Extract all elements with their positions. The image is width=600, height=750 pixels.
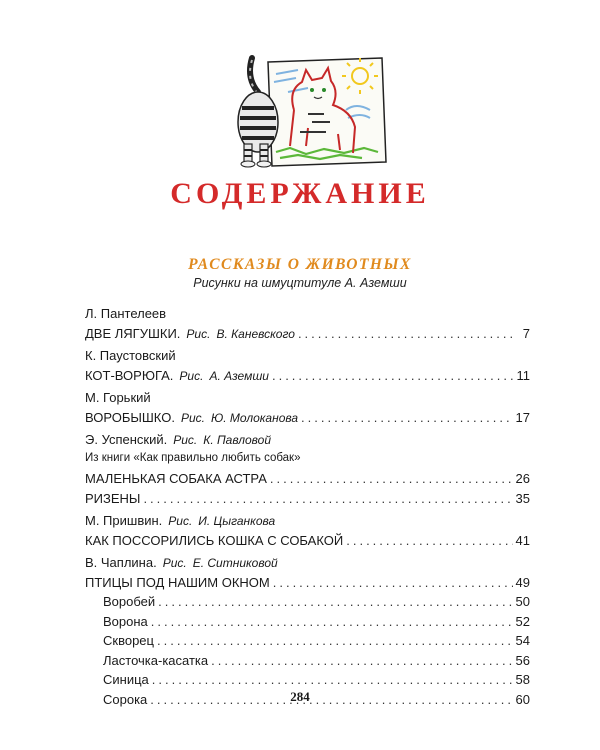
- entry-title: КАК ПОССОРИЛИСЬ КОШКА С СОБАКОЙ: [85, 532, 344, 548]
- dot-leader: [270, 471, 513, 486]
- toc-entry[interactable]: [85, 326, 530, 346]
- page-number-ref: 56: [515, 652, 530, 668]
- page-number: 284: [290, 689, 310, 704]
- dot-leader: [151, 614, 513, 629]
- entry-title: ВОРОБЫШКО.: [85, 409, 175, 425]
- page-number-ref: 49: [515, 574, 530, 590]
- page-number-ref: 35: [515, 490, 530, 506]
- dot-leader: [152, 672, 513, 687]
- section-subtitle: Рисунки на шмуцтитуле А. Аземши: [193, 276, 407, 290]
- illustrator-credit: Рис. И. Цыганкова: [168, 514, 276, 528]
- page-number-ref: 7: [522, 325, 530, 341]
- dot-leader: [346, 533, 512, 548]
- entry-title: КОТ-ВОРЮГА.: [85, 367, 174, 383]
- page-number-ref: 41: [515, 532, 530, 548]
- toc-entry[interactable]: [85, 491, 530, 511]
- author-name: М. Горький: [85, 390, 151, 405]
- illustrator-credit: Рис. А. Аземши: [179, 368, 269, 383]
- toc-author: [85, 432, 530, 452]
- page-number-ref: 50: [515, 594, 530, 609]
- table-of-contents: [85, 306, 530, 711]
- dot-leader: [157, 633, 513, 648]
- page-number-ref: 11: [516, 367, 530, 383]
- page-number-ref: 26: [515, 471, 530, 486]
- page-number-ref: 60: [515, 691, 530, 707]
- toc-entry[interactable]: [85, 575, 530, 595]
- author-name: К. Паустовский: [85, 348, 176, 363]
- page-number-ref: 58: [515, 672, 530, 687]
- entry-title: Ворона: [103, 613, 148, 629]
- dot-leader: [158, 594, 512, 609]
- toc-subentry[interactable]: [85, 633, 530, 653]
- toc-author: [85, 513, 530, 533]
- page-number-ref: 54: [515, 633, 530, 648]
- toc-author: [85, 390, 530, 410]
- page-number-ref: 52: [515, 613, 530, 629]
- toc-subentry[interactable]: [85, 614, 530, 634]
- entry-title: Скворец: [103, 633, 154, 648]
- dot-leader: [298, 326, 513, 341]
- illustrator-credit: Рис. В. Каневского: [186, 326, 295, 341]
- toc-author: [85, 306, 530, 326]
- illustrator-credit: Рис. Ю. Молоканова: [180, 410, 299, 425]
- author-name: М. Пришвин.: [85, 513, 163, 528]
- toc-author: [85, 348, 530, 368]
- toc-entry[interactable]: [85, 410, 530, 430]
- toc-subentry[interactable]: [85, 594, 530, 614]
- entry-title: РИЗЕНЫ: [85, 490, 141, 506]
- toc-subentry[interactable]: [85, 653, 530, 673]
- author-name: Л. Пантелеев: [85, 306, 167, 321]
- entry-title: Ласточка-касатка: [103, 652, 209, 668]
- toc-author: [85, 555, 530, 575]
- dot-leader: [211, 653, 512, 668]
- dot-leader: [273, 575, 513, 590]
- entry-title: Воробей: [103, 594, 156, 609]
- toc-entry[interactable]: [85, 368, 530, 388]
- toc-entry[interactable]: [85, 533, 530, 553]
- page-number-ref: 17: [515, 409, 530, 425]
- entry-title: МАЛЕНЬКАЯ СОБАКА АСТРА: [85, 471, 267, 486]
- entry-title: Сорока: [103, 691, 148, 707]
- dot-leader: [143, 491, 512, 506]
- contents-heading: СОДЕРЖАНИЕ: [170, 177, 430, 210]
- entry-title: ПТИЦЫ ПОД НАШИМ ОКНОМ: [85, 574, 270, 590]
- dot-leader: [272, 368, 513, 383]
- dot-leader: [301, 410, 512, 425]
- toc-entry[interactable]: [85, 471, 530, 491]
- author-name: В. Чаплина.: [85, 555, 157, 570]
- author-name: Э. Успенский.: [85, 432, 168, 447]
- entry-title: Синица: [103, 672, 149, 687]
- book-source: Из книги «Как правильно любить собак»: [85, 451, 301, 464]
- cat-drawing-illustration: [228, 52, 396, 170]
- illustrator-credit: Рис. К. Павловой: [173, 433, 272, 447]
- entry-title: ДВЕ ЛЯГУШКИ.: [85, 325, 181, 341]
- section-title: РАССКАЗЫ О ЖИВОТНЫХ: [188, 256, 412, 273]
- illustrator-credit: Рис. Е. Ситниковой: [162, 556, 278, 570]
